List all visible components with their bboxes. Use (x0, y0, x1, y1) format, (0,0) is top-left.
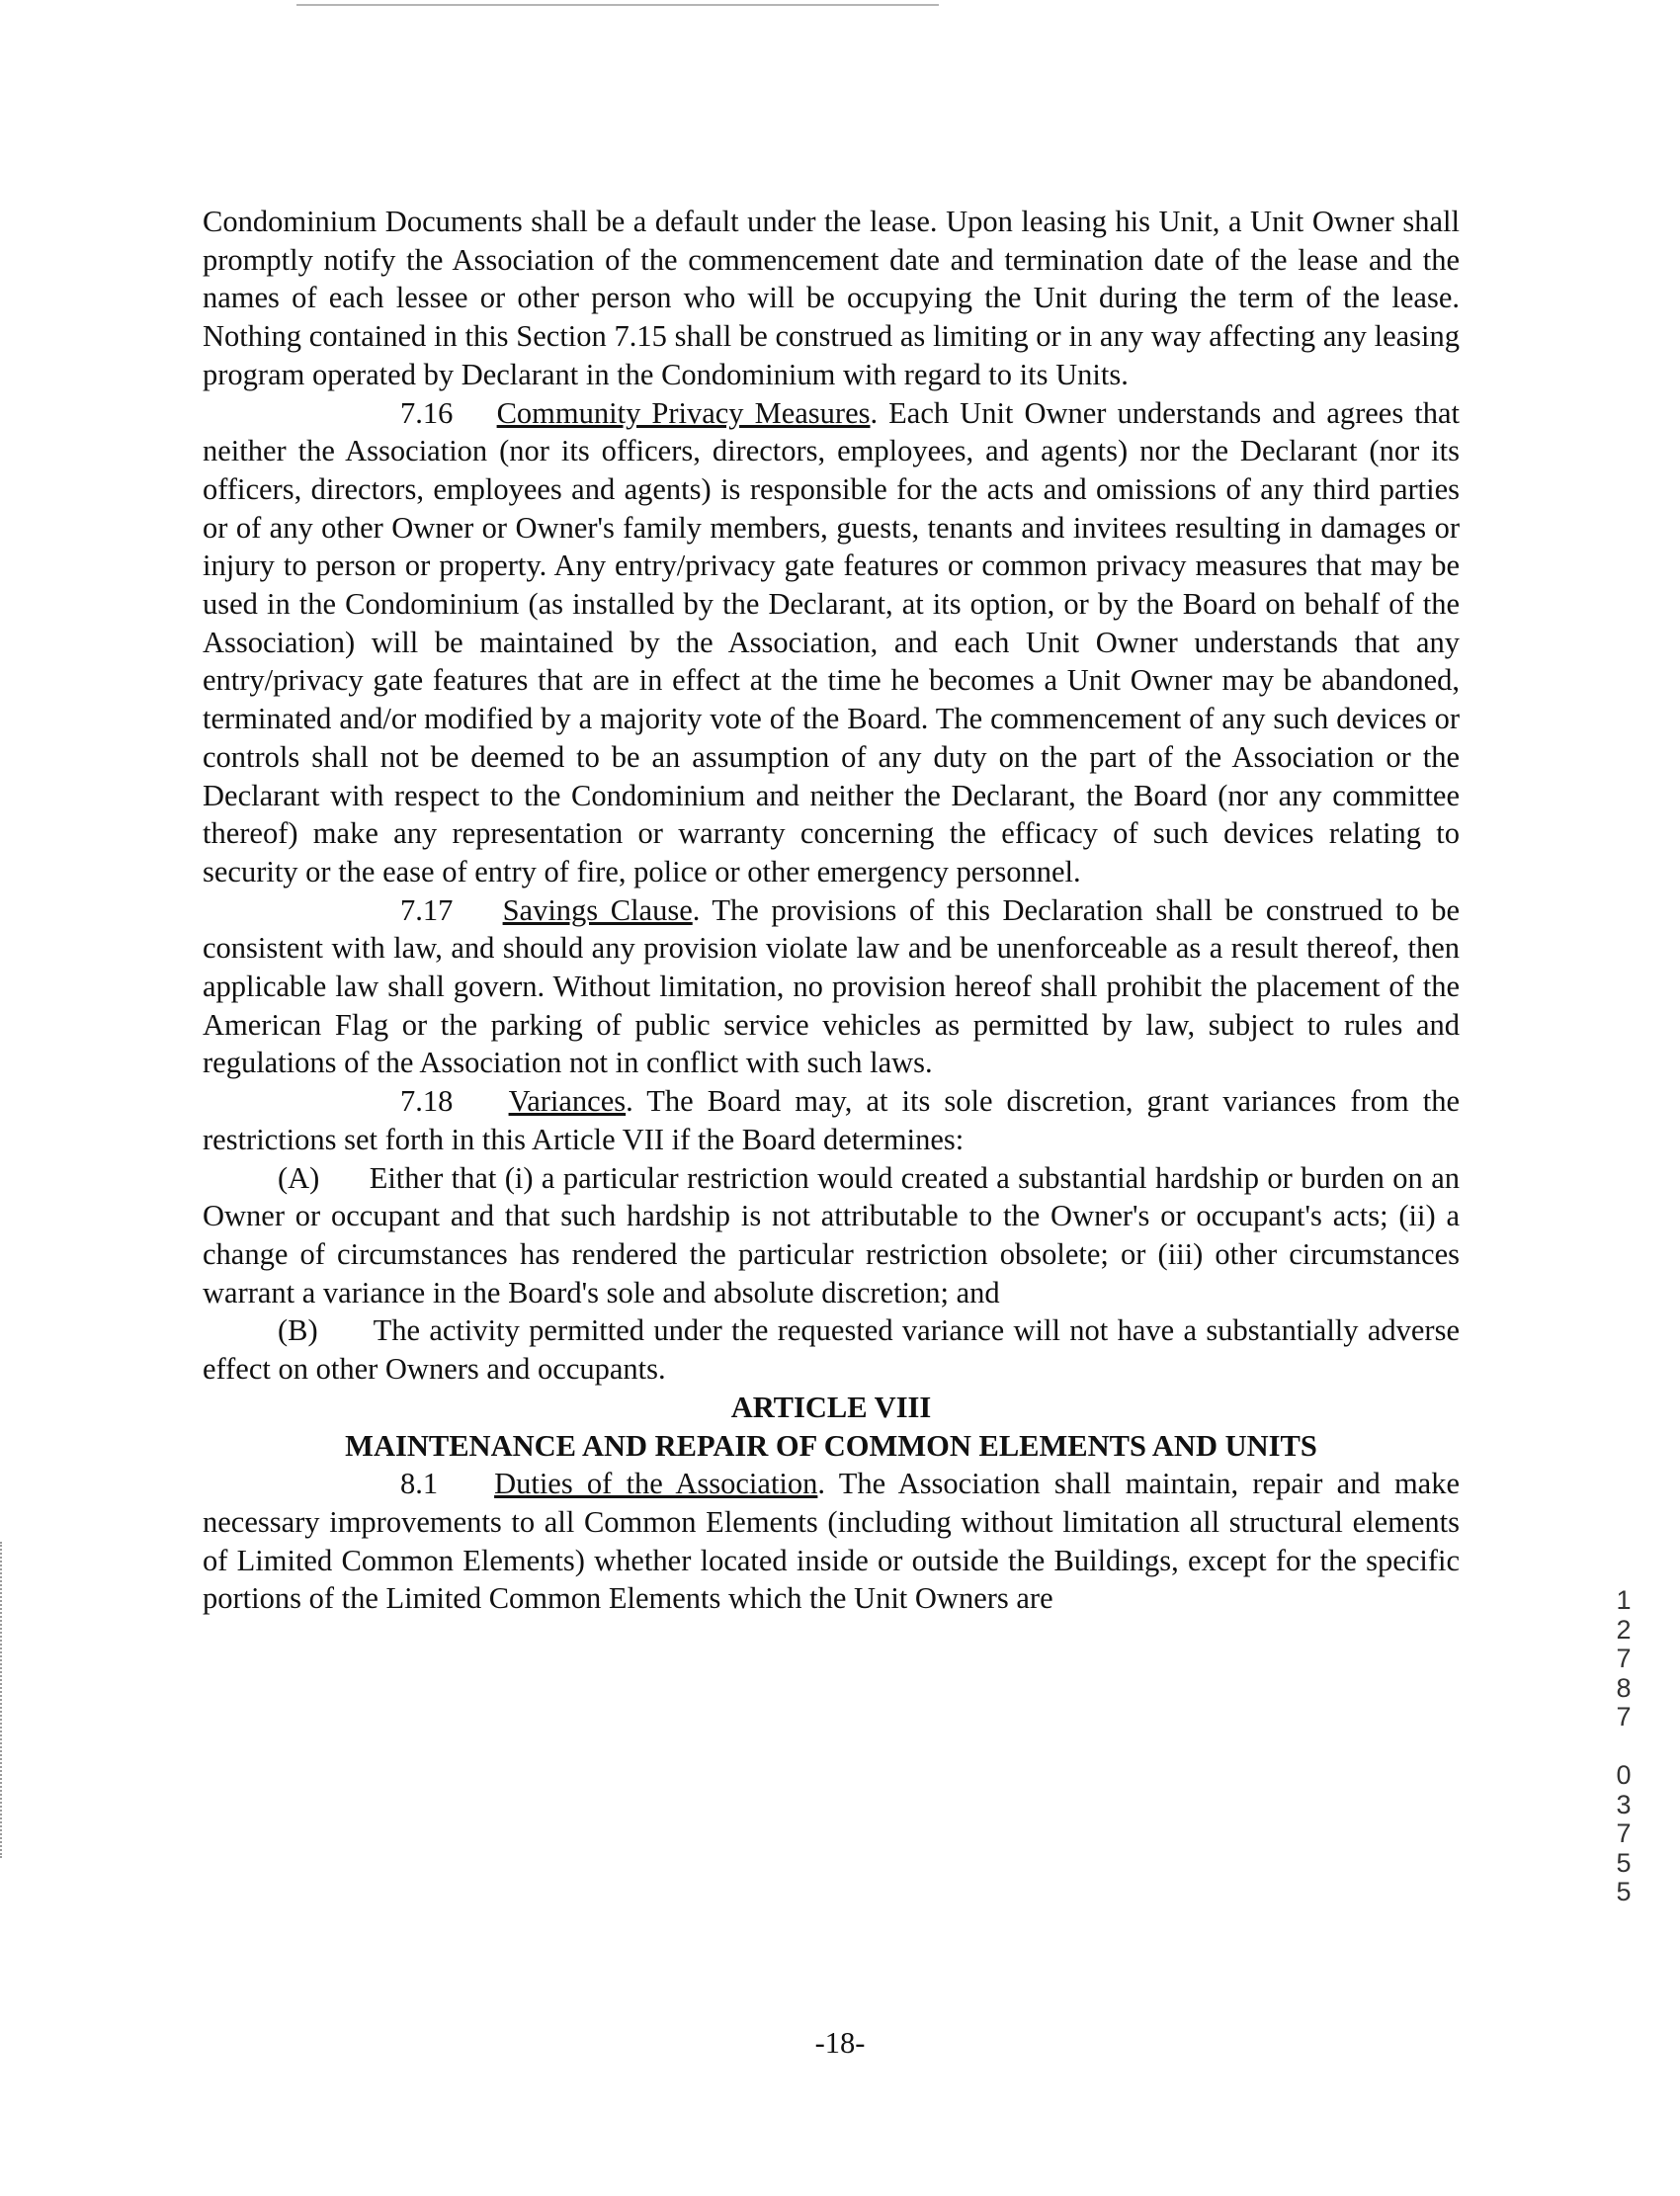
section-title: Savings Clause (502, 892, 693, 927)
paragraph-continued: Condominium Documents shall be a default under the lease. Upon leasing his Unit, a Unit Owner shall promptly notify the Association of the commencement date and termination date of the lease and the names of each lessee or other person who will be occupying the Unit during the term of the lease. Nothing contained in this Section 7.15 shall be construed as limiting or in any way affecting any leasing program operated by Declarant in the Condominium with regard to its Units. (203, 205, 1460, 391)
section-title: Variances (508, 1084, 627, 1119)
section-8-1 (203, 1465, 1460, 1618)
list-item-a (203, 1159, 1460, 1312)
scan-left-edge-mark (0, 1542, 5, 1858)
page-number: -18- (814, 2026, 866, 2060)
list-item-b (203, 1311, 1460, 1388)
section-7-18 (203, 1082, 1460, 1158)
scan-top-rule (296, 4, 939, 6)
section-7-16 (203, 394, 1460, 891)
article-title: MAINTENANCE AND REPAIR OF COMMON ELEMENTS AND UNITS (345, 1428, 1317, 1463)
list-item-label: (A) (278, 1160, 320, 1195)
section-body: . The Association shall maintain, repair and make necessary improvements to all Common Elements (including without limitation all structural elements of Limited Common Elements) whether located inside or outside the Buildings, except for the specific portions of the Limited Common Elements which the Unit Owners are (203, 1467, 1460, 1616)
section-body: . Each Unit Owner understands and agrees that neither the Association (nor its officers, directors, employees, and agents) nor the Declarant (nor its officers, directors, employees and agents) is responsible for the acts and omissions of any third parties or of any other Owner or Owner's family members, guests, tenants and invitees resulting in damages or injury to person or property. Any entry/privacy gate features or common privacy measures that may be used in the Condominium (as installed by the Declarant, at its option, or by the Board on behalf of the Association) will be maintained by the Association, and each Unit Owner understands that any entry/privacy gate features that are in effect at the time he becomes a Unit Owner may be abandoned, terminated and/or modified by a majority vote of the Board. The commencement of any such devices or controls shall not be deemed to be an assumption of any duty on the part of the Association or the Declarant with respect to the Condominium and neither the Declarant, the Board (nor any committee thereof) make any representation or warranty concerning the efficacy of such devices relating to security or the ease of entry of fire, police or other emergency personnel. (203, 395, 1461, 888)
section-title: Community Privacy Measures (496, 395, 871, 430)
document-page (203, 203, 1460, 1618)
section-body: . The provisions of this Declaration shall be construed to be consistent with law, and should any provision violate law and be unenforceable as a result thereof, then applicable law shall govern. Without limitation, no provision hereof shall prohibit the placement of the American Flag or the parking of public service vehicles as permitted by law, subject to rules and regulations of the Association not in conflict with such laws. (203, 892, 1461, 1080)
section-number: 8.1 (400, 1467, 439, 1501)
section-number: 7.16 (400, 395, 454, 430)
section-7-17 (203, 891, 1460, 1083)
list-item-label: (B) (278, 1313, 318, 1348)
section-title: Duties of the Association (494, 1467, 818, 1501)
section-body: . The Board may, at its sole discretion, grant variances from the restrictions set forth in this Article VII if the Board determines: (203, 1084, 1460, 1156)
recording-stamp: 1 2 7 8 7 0 3 7 5 5 (1616, 1585, 1632, 1906)
section-number: 7.18 (400, 1084, 454, 1119)
list-item-text: Either that (i) a particular restriction would created a substantial hardship or burden on an Owner or occupant and that such hardship is not attributable to the Owner's or occupant's acts; (ii) a change of circumstances has rendered the particular restriction obsolete; or (iii) other circumstances warrant a variance in the Board's sole and absolute discretion; and (203, 1160, 1460, 1309)
article-heading: ARTICLE VIII (730, 1390, 932, 1424)
list-item-text: The activity permitted under the requested variance will not have a substantially adverse effect on other Owners and occupants. (203, 1313, 1460, 1387)
section-number: 7.17 (400, 892, 454, 927)
